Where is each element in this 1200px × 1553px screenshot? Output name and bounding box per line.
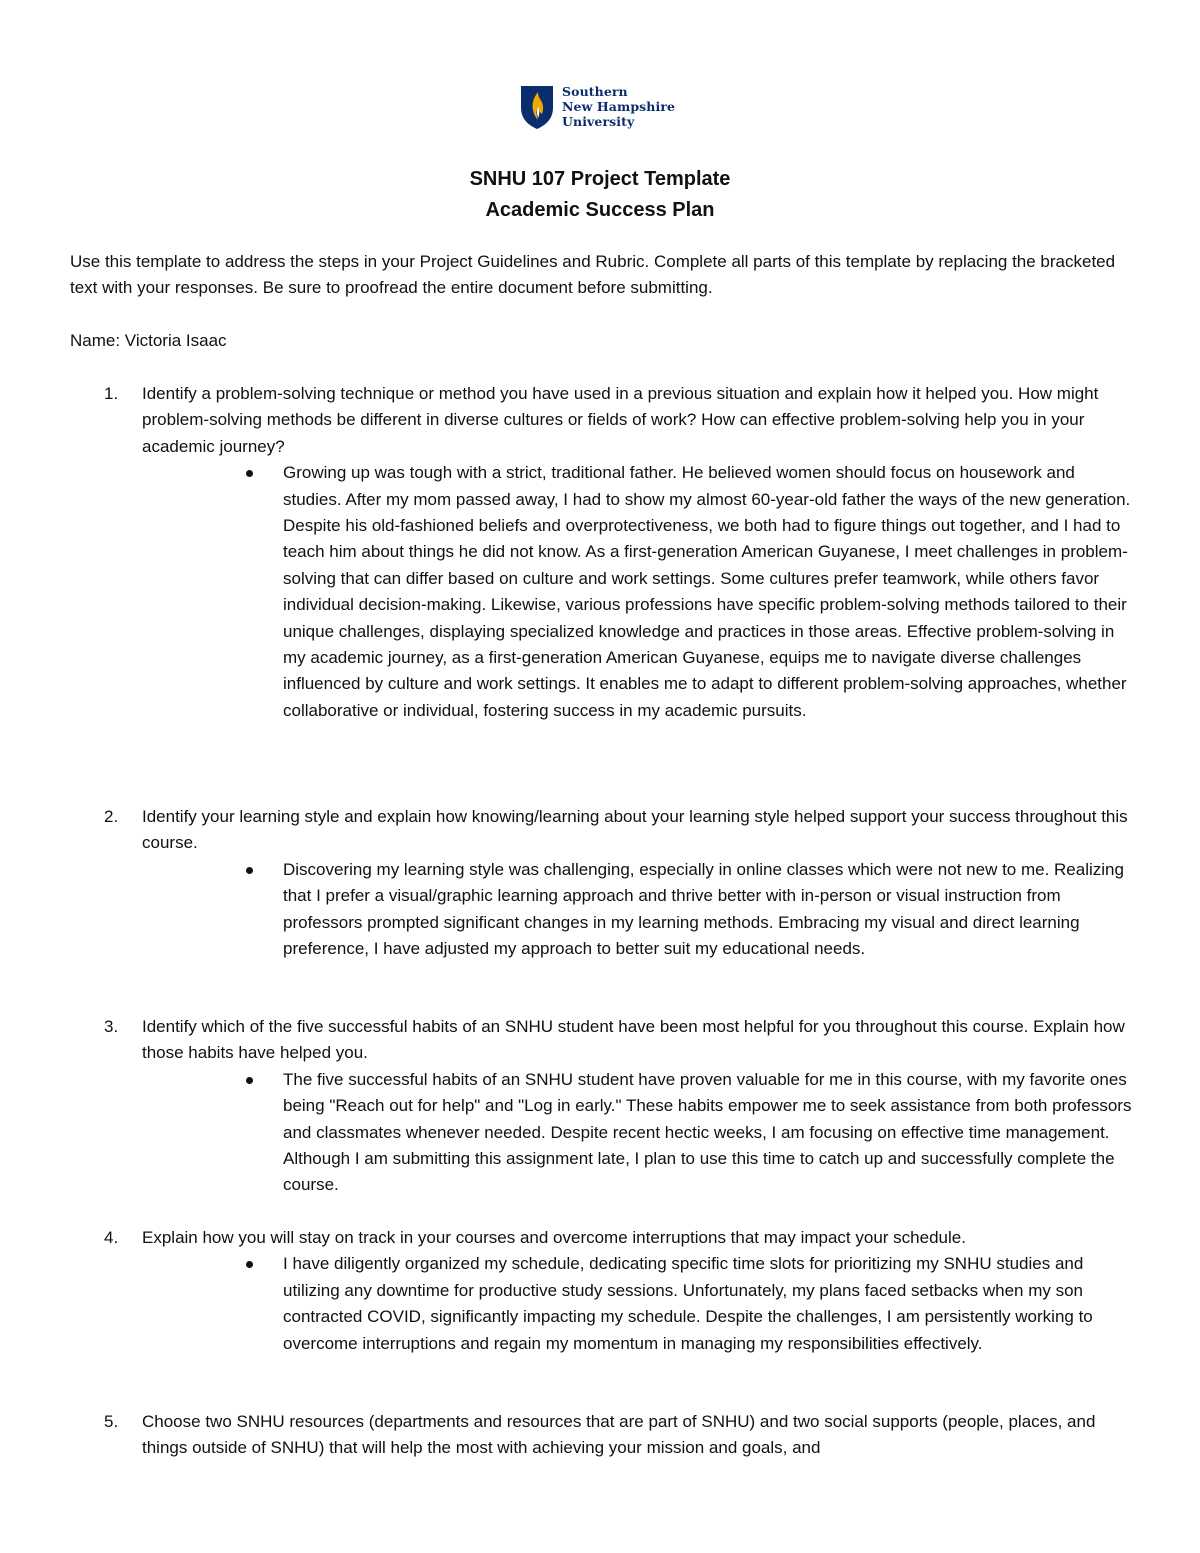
response-bullet: [283, 857, 1133, 963]
question-item: [70, 1409, 1140, 1462]
question-prompt: Explain how you will stay on track in your courses and overcome interruptions that may impact your schedule.: [142, 1228, 966, 1247]
question-prompt: Choose two SNHU resources (departments and resources that are part of SNHU) and two social supports (people, places, and things outside of SNHU) that will help the most with achieving your mission and goals, and: [142, 1412, 1096, 1458]
question-prompt: Identify a problem-solving technique or method you have used in a previous situation and explain how it helped you. How might problem-solving methods be different in diverse cultures or fields of work? How can effective problem-solving help you in your academic journey?: [142, 384, 1099, 456]
logo-line-1: Southern: [562, 84, 628, 99]
bullet-icon: [246, 1261, 253, 1268]
response-bullet: [283, 1067, 1133, 1199]
response-text: Growing up was tough with a strict, traditional father. He believed women should focus on housework and studies. After my mom passed away, I had to show my almost 60-year-old father the ways of the new generation. Despite his old-fashioned beliefs and overprotectiveness, we both had to figure things out together, and I had to teach him about things he did not know. As a first-generation American Guyanese, I meet challenges in problem-solving that can differ based on culture and work settings. Some cultures prefer teamwork, while others favor individual decision-making. Likewise, various professions have specific problem-solving methods tailored to their unique challenges, displaying specialized knowledge and practices in those areas. Effective problem-solving in my academic journey, as a first-generation American Guyanese, equips me to navigate diverse challenges influenced by culture and work settings. It enables me to adapt to different problem-solving approaches, whether collaborative or individual, fostering success in my academic pursuits.: [283, 463, 1131, 720]
shield-flame-icon: [520, 84, 554, 130]
bullet-icon: [246, 867, 253, 874]
question-prompt: Identify your learning style and explain how knowing/learning about your learning style helped support your success throughout this course.: [142, 807, 1128, 853]
question-number: 2.: [104, 807, 119, 826]
document-subtitle: Academic Success Plan: [485, 199, 715, 221]
bullet-icon: [246, 470, 253, 477]
question-number: 3.: [104, 1017, 119, 1036]
question-item: [70, 1225, 1140, 1357]
question-item: [70, 381, 1140, 724]
question-number: 4.: [104, 1228, 119, 1247]
question-number: 1.: [104, 384, 119, 403]
question-item: [70, 804, 1140, 962]
response-text: Discovering my learning style was challenging, especially in online classes which were not new to me. Realizing that I prefer a visual/graphic learning approach and thrive better with in-person or visual instruction from professors prompted significant changes in my learning methods. Embracing my visual and direct learning preference, I have adjusted my approach to better suit my educational needs.: [283, 859, 1124, 959]
document-title: SNHU 107 Project Template: [469, 168, 731, 190]
question-number: 5.: [104, 1412, 119, 1431]
response-text: The five successful habits of an SNHU student have proven valuable for me in this course, with my favorite ones being "Reach out for help" and "Log in early." These habits empower me to seek assistance from both professors and classmates whenever needed. Despite recent hectic weeks, I am focusing on effective time management. Although I am submitting this assignment late, I plan to use this time to catch up and successfully complete the course.: [283, 1069, 1132, 1195]
response-bullet: [283, 460, 1133, 724]
intro-paragraph: Use this template to address the steps in your Project Guidelines and Rubric. Complete all parts of this template by replacing the bracketed text with your responses. Be sure to proofread the entire document before submitting.: [70, 252, 1116, 298]
logo-line-2: New Hampshire: [562, 99, 676, 114]
logo-wordmark: [562, 84, 675, 129]
response-bullet: [283, 1251, 1133, 1357]
snhu-logo: [520, 84, 675, 132]
logo-line-3: University: [562, 114, 635, 129]
question-item: [70, 1014, 1140, 1199]
student-name: Name: Victoria Isaac: [70, 331, 227, 350]
response-text: I have diligently organized my schedule, dedicating specific time slots for prioritizing my SNHU studies and utilizing any downtime for productive study sessions. Unfortunately, my plans faced setbacks when my son contracted COVID, significantly impacting my schedule. Despite the challenges, I am persistently working to overcome interruptions and regain my momentum in managing my responsibilities effectively.: [283, 1254, 1093, 1353]
bullet-icon: [246, 1077, 253, 1084]
question-prompt: Identify which of the five successful habits of an SNHU student have been most helpful for you throughout this course. Explain how those habits have helped you.: [142, 1017, 1125, 1063]
